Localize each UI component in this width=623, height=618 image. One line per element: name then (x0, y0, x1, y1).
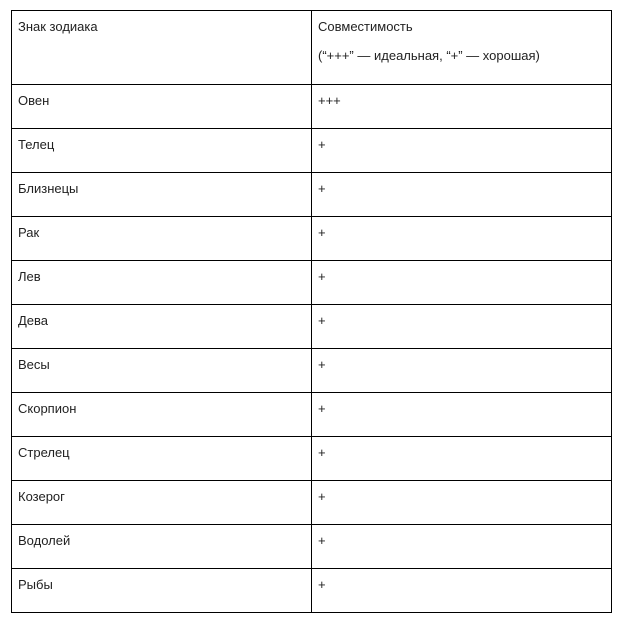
sign-cell: Рыбы (12, 569, 312, 613)
sign-cell: Козерог (12, 481, 312, 525)
compatibility-cell: + (312, 393, 612, 437)
table-row (12, 129, 612, 173)
table-row (12, 305, 612, 349)
compatibility-cell: +++ (312, 85, 612, 129)
table-row (12, 393, 612, 437)
sign-cell: Стрелец (12, 437, 312, 481)
sign-cell: Рак (12, 217, 312, 261)
sign-cell: Телец (12, 129, 312, 173)
compatibility-cell: + (312, 217, 612, 261)
table-row (12, 481, 612, 525)
sign-cell: Весы (12, 349, 312, 393)
compatibility-cell: + (312, 481, 612, 525)
table-row (12, 85, 612, 129)
sign-cell: Близнецы (12, 173, 312, 217)
compatibility-cell: + (312, 129, 612, 173)
table-row (12, 437, 612, 481)
header-sign-label: Знак зодиака (18, 19, 98, 34)
sign-cell: Дева (12, 305, 312, 349)
sign-cell: Водолей (12, 525, 312, 569)
compatibility-table (11, 10, 612, 613)
compatibility-cell: + (312, 569, 612, 613)
header-compatibility-cell (312, 11, 612, 85)
table-row (12, 569, 612, 613)
sign-cell: Овен (12, 85, 312, 129)
compatibility-cell: + (312, 305, 612, 349)
header-legend: (“+++” — идеальная, “+” — хорошая) (318, 48, 540, 63)
table-row (12, 349, 612, 393)
header-compatibility-label: Совместимость (318, 19, 413, 34)
table-row (12, 525, 612, 569)
compatibility-cell: + (312, 173, 612, 217)
compatibility-cell: + (312, 525, 612, 569)
table-row (12, 217, 612, 261)
sign-cell: Скорпион (12, 393, 312, 437)
compatibility-cell: + (312, 437, 612, 481)
table-row (12, 261, 612, 305)
compatibility-cell: + (312, 349, 612, 393)
table-row (12, 173, 612, 217)
compatibility-cell: + (312, 261, 612, 305)
table-header-row (12, 11, 612, 85)
table-body (12, 11, 612, 613)
sign-cell: Лев (12, 261, 312, 305)
header-sign-cell (12, 11, 312, 85)
